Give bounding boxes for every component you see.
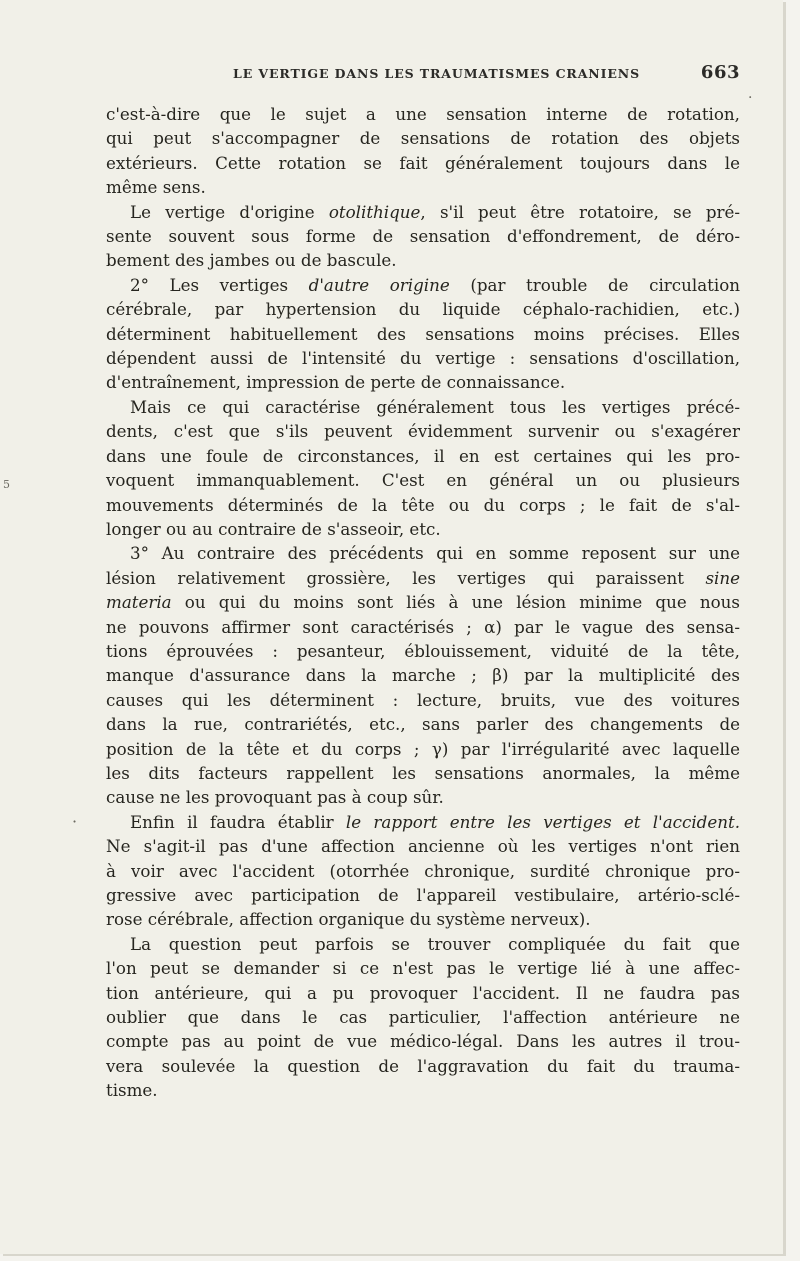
text-line: bement des jambes ou de bascule.: [106, 250, 397, 271]
text-line: dans la rue, contrariétés, etc., sans parler des changements de: [106, 714, 740, 735]
text-line: extérieurs. Cette rotation se fait généralement toujours dans le: [106, 152, 740, 173]
text-line: compte pas au point de vue médico-légal. Dans les autres il trou-: [106, 1031, 740, 1052]
text-line: tion antérieure, qui a pu provoquer l'accident. Il ne faudra pas: [106, 982, 740, 1003]
text-line: cause ne les provoquant pas à coup sûr.: [106, 787, 444, 808]
text-line: position de la tête et du corps ; γ) par l'irrégularité avec laquelle: [106, 738, 740, 759]
italic-term: le rapport entre les vertiges et l'accident.: [345, 811, 740, 832]
text-line: à voir avec l'accident (otorrhée chronique, surdité chronique pro-: [106, 860, 740, 881]
text-line: 3° Au contraire des précédents qui en somme reposent sur une: [130, 543, 740, 564]
running-head: [106, 62, 740, 86]
text-line: c'est-à-dire que le sujet a une sensation interne de rotation,: [106, 104, 740, 124]
text-line: Enfin il faudra établir le rapport entre les vertiges et l'accident.: [130, 811, 740, 832]
text-line: qui peut s'accompagner de sensations de rotation des objets: [106, 128, 740, 149]
text-line: dans une foule de circonstances, il en est certaines qui les pro-: [106, 445, 740, 466]
text-line: cérébrale, par hypertension du liquide céphalo-rachidien, etc.): [106, 299, 740, 320]
text-line: déterminent habituellement des sensations moins précises. Elles: [106, 323, 740, 344]
text-line: gressive avec participation de l'appareil vestibulaire, artério-sclé-: [106, 885, 740, 905]
body-text: [106, 102, 740, 1103]
text-line: les dits facteurs rappellent les sensations anormales, la même: [106, 762, 740, 783]
italic-term: sine: [705, 567, 740, 588]
text-line: La question peut parfois se trouver compliquée du fait que: [130, 933, 740, 954]
italic-term: d'autre origine: [308, 274, 450, 295]
page-number: 663: [700, 62, 740, 83]
text-line: materia ou qui du moins sont liés à une lésion minime que nous: [106, 592, 740, 613]
text-line: Mais ce qui caractérise généralement tous les vertiges précé-: [130, 396, 740, 417]
text-line: voquent immanquablement. C'est en général un ou plusieurs: [106, 470, 740, 491]
text-line: d'entraînement, impression de perte de connaissance.: [106, 372, 566, 393]
text-line: tisme.: [106, 1080, 158, 1101]
text-line: Le vertige d'origine otolithique, s'il peut être rotatoire, se pré-: [130, 201, 740, 222]
text-line: longer ou au contraire de s'asseoir, etc.: [106, 518, 441, 539]
text-line: même sens.: [106, 177, 206, 198]
margin-mark: ·: [72, 812, 78, 831]
text-line: lésion relativement grossière, les vertiges qui paraissent sine: [106, 567, 740, 588]
text-line: dépendent aussi de l'intensité du vertige : sensations d'oscillation,: [106, 348, 740, 369]
text-line: tions éprouvées : pesanteur, éblouissement, viduité de la tête,: [106, 640, 740, 661]
text-line: ne pouvons affirmer sont caractérisés ; α) par le vague des sensa-: [106, 616, 740, 637]
text-line: l'on peut se demander si ce n'est pas le vertige lié à une affec-: [106, 958, 740, 979]
text-line: causes qui les déterminent : lecture, bruits, vue des voitures: [106, 689, 740, 710]
text-line: sente souvent sous forme de sensation d'effondrement, de déro-: [106, 226, 740, 247]
running-title: LE VERTIGE DANS LES TRAUMATISMES CRANIENS: [233, 66, 641, 81]
italic-term: otolithique: [328, 201, 421, 222]
italic-term: materia: [106, 592, 172, 613]
margin-mark: ·: [748, 90, 753, 106]
text-line: rose cérébrale, affection organique du système nerveux).: [106, 909, 591, 930]
text-line: Ne s'agit-il pas d'une affection ancienne où les vertiges n'ont rien: [106, 836, 740, 857]
text-line: manque d'assurance dans la marche ; β) par la multiplicité des: [106, 665, 740, 686]
text-line: 2° Les vertiges d'autre origine (par trouble de circulation: [130, 274, 740, 295]
text-line: dents, c'est que s'ils peuvent évidemment survenir ou s'exagérer: [106, 421, 740, 442]
text-line: mouvements déterminés de la tête ou du corps ; le fait de s'al-: [106, 494, 740, 515]
text-line: vera soulevée la question de l'aggravation du fait du trauma-: [106, 1055, 740, 1076]
text-line: oublier que dans le cas particulier, l'affection antérieure ne: [106, 1007, 740, 1028]
margin-mark: 5: [3, 478, 10, 491]
